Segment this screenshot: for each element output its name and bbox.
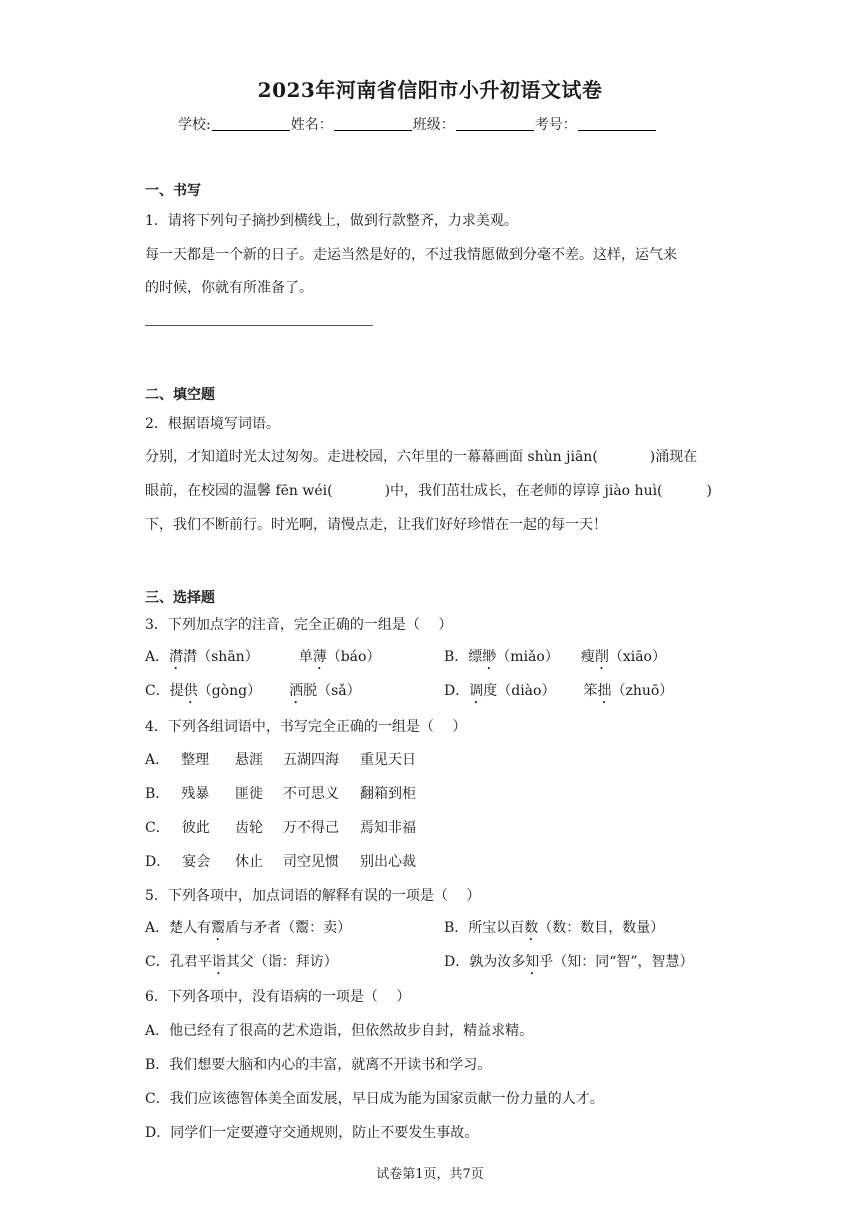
q6-stem: 6．下列各项中，没有语病的一项是（ ） — [145, 989, 411, 1005]
q2-line2-part-b: )中，我们茁壮成长，在老师的谆谆 jiào huì( — [384, 483, 663, 499]
q3-option-c[interactable]: C．提供（gòng） 洒脱（sǎ） — [145, 683, 361, 699]
exam-no-label: 考号： — [534, 117, 577, 133]
q3-option-b[interactable]: B．缥缈（miǎo） 瘦削（xiāo） — [444, 649, 666, 665]
q2-text-line-3: 下，我们不断前行。时光啊，请慢点走，让我们好好珍惜在一起的每一天！ — [145, 517, 607, 533]
q3-stem: 3．下列加点字的注音，完全正确的一组是（ ） — [145, 617, 453, 633]
q4-word: 彼此 — [181, 820, 210, 836]
q4-word: 悬涯 — [235, 752, 263, 768]
q6-option-b[interactable]: B．我们想要大脑和内心的丰富，就离不开读书和学习。 — [145, 1057, 492, 1073]
q5-stem: 5．下列各项中，加点词语的解释有误的一项是（ ） — [145, 888, 481, 904]
q2-text-line-1 — [145, 446, 697, 466]
q4-word: 齿轮 — [235, 820, 263, 836]
q4-option-label: C． 彼此 — [145, 820, 210, 836]
q4-stem: 4．下列各组词语中，书写完全正确的一组是（ ） — [145, 719, 467, 735]
q4-word: 别出心裁 — [360, 854, 416, 870]
q4-word: 匪徙 — [235, 786, 263, 802]
q4-word: 焉知非福 — [360, 820, 416, 836]
q2-line2-part-c: ) — [706, 483, 712, 499]
q3-option-a[interactable]: A．潸潸（shān） 单薄（báo） — [145, 649, 381, 665]
q4-option-label: A． 整理 — [145, 752, 210, 768]
q5-option-c[interactable]: C．孔君平诣其父（诣：拜访） — [145, 954, 338, 970]
page-title: 2023年河南省信阳市小升初语文试卷 — [257, 78, 603, 102]
q4-word: 宴会 — [182, 854, 211, 870]
q6-option-c[interactable]: C．我们应该德智体美全面发展，早日成为能为国家贡献一份力量的人才。 — [145, 1091, 604, 1107]
q4-word: 不可思义 — [283, 786, 339, 802]
section-2-heading: 二、填空题 — [145, 387, 215, 403]
page-footer: 试卷第1页，共7页 — [376, 1167, 484, 1182]
q1-text-line-2: 的时候，你就有所准备了。 — [145, 280, 313, 296]
q1-answer-line[interactable] — [145, 325, 373, 326]
q4-word: 翻箱到柜 — [360, 786, 416, 802]
student-info-row — [178, 114, 657, 134]
q4-option-label: D． 宴会 — [145, 854, 211, 870]
q6-option-d[interactable]: D．同学们一定要遵守交通规则，防止不要发生事故。 — [145, 1125, 479, 1141]
q4-word: 休止 — [235, 854, 263, 870]
q4-word: 万不得己 — [283, 820, 339, 836]
q1-text-line-1: 每一天都是一个新的日子。走运当然是好的，不过我情愿做到分毫不差。这样，运气来 — [145, 247, 677, 263]
q2-stem: 2．根据语境写词语。 — [145, 416, 280, 432]
q5-option-b[interactable]: B．所宝以百数（数：数目，数量） — [444, 920, 665, 936]
q3-option-d[interactable]: D．调度（diào） 笨拙（zhuō） — [444, 683, 674, 699]
q4-word: 残暴 — [181, 786, 210, 802]
q6-option-a[interactable]: A．他已经有了很高的艺术造诣，但依然故步自封，精益求精。 — [145, 1023, 534, 1039]
q2-line2-part-a: 眼前，在校园的温馨 fēn wéi( — [145, 483, 333, 499]
q4-word: 五湖四海 — [283, 752, 339, 768]
class-blank[interactable] — [456, 116, 534, 131]
exam-no-blank[interactable] — [578, 116, 656, 131]
q2-line1-part-a: 分别，才知道时光太过匆匆。走进校园，六年里的一幕幕画面 shùn jiān( — [145, 449, 598, 465]
q4-option-label: B． 残暴 — [145, 786, 210, 802]
q4-word: 整理 — [181, 752, 210, 768]
q5-option-a[interactable]: A．楚人有鬻盾与矛者（鬻：卖） — [145, 920, 352, 936]
school-blank[interactable] — [212, 116, 290, 131]
q2-text-line-2 — [145, 480, 712, 500]
q4-word: 重见天日 — [360, 752, 416, 768]
section-1-heading: 一、书写 — [145, 183, 201, 199]
q4-word: 司空见惯 — [283, 854, 339, 870]
name-label: 姓名： — [290, 117, 333, 133]
section-3-heading: 三、选择题 — [145, 590, 215, 606]
class-label: 班级： — [412, 117, 455, 133]
name-blank[interactable] — [334, 116, 412, 131]
q5-option-d[interactable]: D．孰为汝多知乎（知：同“智”，智慧） — [444, 954, 694, 970]
school-label: 学校: — [178, 117, 211, 133]
q1-stem: 1．请将下列句子摘抄到横线上，做到行款整齐，力求美观。 — [145, 213, 518, 229]
q2-line1-part-b: )涌现在 — [649, 449, 698, 465]
